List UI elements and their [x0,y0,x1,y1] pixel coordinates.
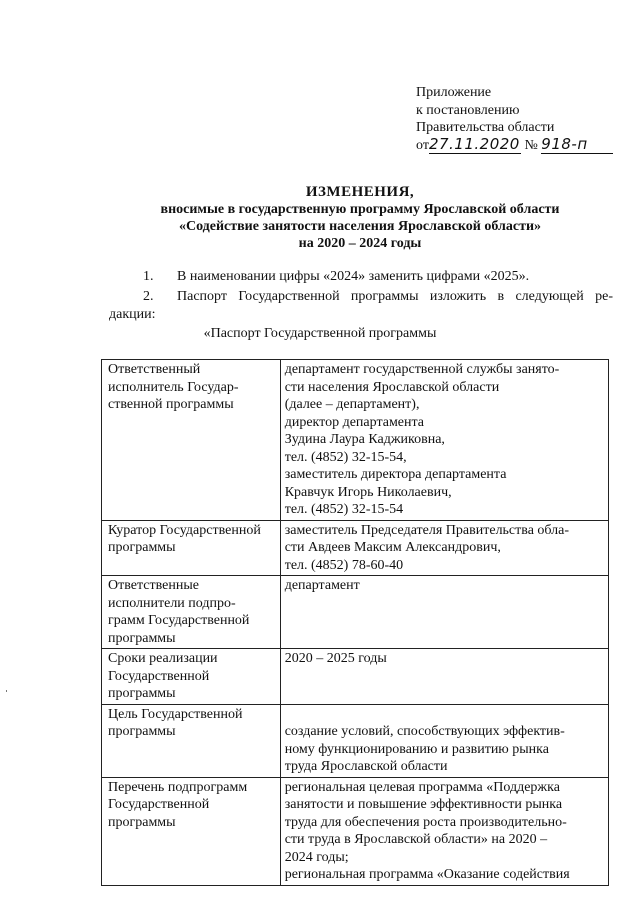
cell-line: программы [108,540,176,555]
table-cell-value [280,576,608,649]
cell-line: Сроки реализации [108,651,218,666]
cell-line: сти населения Ярославской области [284,379,500,395]
table-row [102,520,609,576]
paragraph-2-continuation: дакции: [109,307,156,322]
table-cell-value [280,704,608,777]
cell-line: занятости и повышение эффективности рынка [284,797,563,812]
cell-line: труда Ярославской области [284,759,448,774]
appendix-date-number [416,134,631,155]
number-label: № [524,137,538,153]
passport-table-body [102,360,609,886]
table-cell-label [102,520,281,576]
table-cell-label [102,704,281,777]
cell-line: директор департамента [284,414,425,430]
cell-line: программы [108,630,176,646]
cell-line: Перечень подпрограмм [108,779,248,795]
cell-line: региональная целевая программа «Поддержка [284,779,560,795]
table-cell-value [280,520,608,576]
paragraph-2 [143,288,613,306]
date-field [428,134,521,154]
cell-line: Ответственный [108,362,201,377]
appendix-line-1: Приложение [416,85,492,100]
table-row [102,704,609,777]
table-cell-value [280,649,608,705]
cell-line: Ответственные [108,578,199,593]
appendix-line-2: к постановлению [416,102,520,118]
handwritten-number: 918-п [541,134,588,153]
cell-line: сти труда в Ярославской области» на 2020 – [284,832,548,847]
cell-line: заместитель Председателя Правительства обла- [284,522,570,538]
appendix-block [416,84,631,154]
cell-line: создание условий, способствующих эффектив- [284,724,565,739]
document-title [100,184,620,252]
cell-line: департамент [284,578,360,593]
table-row [102,649,609,705]
table-row [102,360,609,521]
cell-line [285,706,603,724]
from-label: от [416,137,429,153]
paragraph-2-number: 2. [143,289,154,304]
title-line-1: ИЗМЕНЕНИЯ, [305,184,415,200]
paragraph-1-text: В наименовании цифры «2024» заменить цифрами «2025». [177,269,530,284]
table-cell-value [280,777,608,885]
passport-heading: «Паспорт Государственной программы [203,326,437,341]
cell-line: исполнитель Государ- [108,379,239,395]
cell-line: сти Авдеев Максим Александрович, [284,540,501,555]
handwritten-date: 27.11.2020 [428,134,520,153]
title-line-3: «Содействие занятости населения Ярославской области» [178,219,542,234]
cell-line: тел. (4852) 78-60-40 [284,557,404,573]
cell-line: ственной программы [108,397,234,412]
cell-line: исполнители подпро- [108,595,236,611]
number-field [541,134,613,154]
cell-line: программы [108,814,176,830]
cell-line: заместитель директора департамента [284,467,507,482]
table-row [102,777,609,885]
cell-line: тел. (4852) 32-15-54 [284,502,404,517]
appendix-line-3: Правительства области [416,120,555,135]
paragraph-1-number: 1. [143,269,154,284]
table-cell-label [102,360,281,521]
title-line-2: вносимые в государственную программу Ярославской области [160,202,560,217]
cell-line: департамент государственной службы занято- [284,362,560,377]
cell-line: Государственной [108,797,210,812]
table-cell-value [280,360,608,521]
cell-line: ному функционированию и развитию рынка [284,741,549,757]
cell-line: Государственной [108,668,210,684]
cell-line: 2020 – 2025 годы [284,651,387,666]
cell-line: 2024 годы; [284,849,349,865]
table-cell-label [102,576,281,649]
cell-line: труда для обеспечения роста производительно- [284,814,567,830]
cell-line: грамм Государственной [108,613,250,628]
cell-line: программы [108,686,176,701]
paragraph-1 [143,268,623,286]
scan-dot [6,690,7,692]
table-cell-label [102,649,281,705]
cell-line: Кравчук Игорь Николаевич, [284,484,452,500]
title-line-4: на 2020 – 2024 годы [298,236,422,251]
cell-line: тел. (4852) 32-15-54, [284,449,407,465]
cell-line: Куратор Государственной [108,522,261,538]
cell-line: программы [108,724,176,739]
table-cell-label [102,777,281,885]
cell-line: (далее – департамент), [284,397,420,412]
cell-line: Зудина Лаура Каджиковна, [284,432,445,447]
cell-line: Цель Государственной [108,706,243,722]
table-row [102,576,609,649]
paragraph-2-text: Паспорт Государственной программы изложить в следующей ре- [177,289,613,304]
cell-line: региональная программа «Оказание содействия [284,867,570,882]
passport-table [101,359,609,886]
